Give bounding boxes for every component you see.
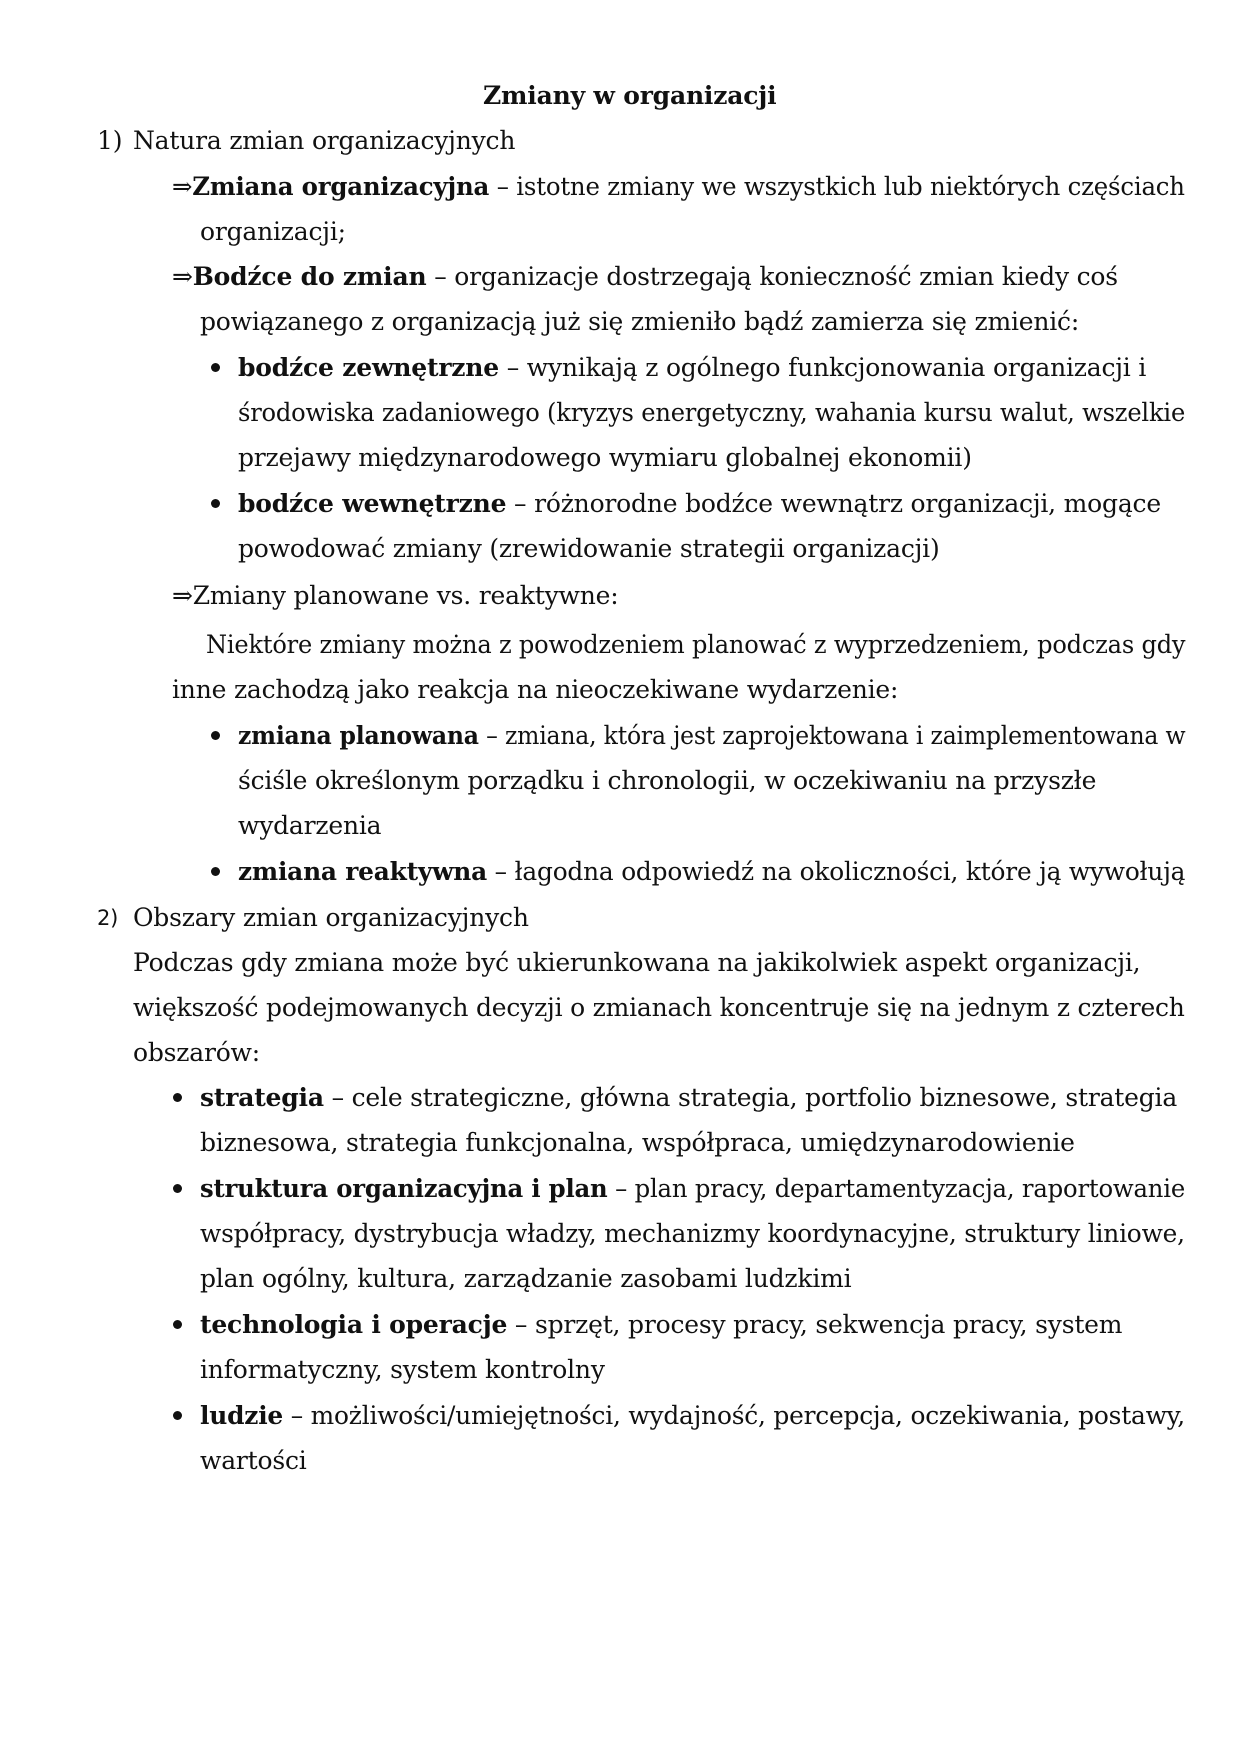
strategy-line-2: biznesowa, strategia funkcjonalna, współpraca, umiędzynarodowienie [200, 1128, 1075, 1157]
technology-line-1: technologia i operacje – sprzęt, procesy pracy, sekwencja pracy, system [200, 1310, 1123, 1339]
org-change-line-2: organizacji; [200, 217, 346, 246]
technology-line-2: informatyczny, system kontrolny [200, 1355, 605, 1384]
bullet-icon [211, 363, 220, 372]
internal-stimuli-line-2: powodować zmiany (zrewidowanie strategii organizacji) [238, 534, 940, 563]
internal-stimuli-term: bodźce wewnętrzne [238, 489, 507, 518]
technology-term: technologia i operacje [200, 1310, 508, 1339]
reactive-change-line-1: zmiana reaktywna – łagodna odpowiedź na okoliczności, które ją wywołują [238, 857, 1186, 886]
section-2-number: 2) [97, 906, 119, 930]
internal-stimuli-line-1: bodźce wewnętrzne – różnorodne bodźce wewnątrz organizacji, mogące [238, 489, 1161, 518]
people-term: ludzie [200, 1401, 284, 1430]
org-change-term: Zmiana organizacyjna [192, 172, 490, 201]
people-line-1: ludzie – możliwości/umiejętności, wydajność, percepcja, oczekiwania, postawy, [200, 1401, 1185, 1430]
external-stimuli-line-3: przejawy międzynarodowego wymiaru globalnej ekonomii) [238, 443, 972, 472]
external-stimuli-line-2: środowiska zadaniowego (kryzys energetyczny, wahania kursu walut, wszelkie [238, 398, 1186, 427]
planned-change-line-1: zmiana planowana – zmiana, która jest zaprojektowana i zaimplementowana w [238, 721, 1186, 750]
section-2-para-line-3: obszarów: [133, 1038, 260, 1067]
planned-change-line-2: ściśle określonym porządku i chronologii, w oczekiwaniu na przyszłe [238, 766, 1097, 795]
planned-vs-reactive-para-line-2: inne zachodzą jako reakcja na nieoczekiwane wydarzenie: [172, 675, 899, 704]
section-1-number: 1) [97, 126, 123, 155]
planned-vs-reactive-para-line-1: Niektóre zmiany można z powodzeniem planować z wyprzedzeniem, podczas gdy [206, 630, 1186, 659]
people-line-2: wartości [200, 1446, 307, 1475]
strategy-line-1: strategia – cele strategiczne, główna strategia, portfolio biznesowe, strategia [200, 1083, 1178, 1112]
bullet-icon [173, 1320, 182, 1329]
document-title: Zmiany w organizacji [483, 81, 777, 110]
planned-change-line-3: wydarzenia [238, 811, 382, 840]
section-2-para-line-2: większość podejmowanych decyzji o zmianach koncentruje się na jednym z czterech [133, 993, 1185, 1022]
structure-line-2: współpracy, dystrybucja władzy, mechanizmy koordynacyjne, struktury liniowe, [200, 1219, 1185, 1248]
arrow-icon: ⇒ [172, 581, 193, 610]
bullet-icon [173, 1093, 182, 1102]
planned-vs-reactive-heading: ⇒Zmiany planowane vs. reaktywne: [172, 581, 619, 610]
strategy-term: strategia [200, 1083, 324, 1112]
bullet-icon [211, 499, 220, 508]
external-stimuli-term: bodźce zewnętrzne [238, 353, 499, 382]
bullet-icon [173, 1184, 182, 1193]
bullet-icon [173, 1411, 182, 1420]
bullet-icon [211, 731, 220, 740]
section-1-heading: Natura zmian organizacyjnych [133, 126, 516, 155]
arrow-icon: ⇒ [172, 262, 193, 291]
structure-line-1: struktura organizacyjna i plan – plan pracy, departamentyzacja, raportowanie [200, 1174, 1186, 1203]
structure-line-3: plan ogólny, kultura, zarządzanie zasobami ludzkimi [200, 1264, 852, 1293]
bullet-icon [211, 867, 220, 876]
reactive-change-term: zmiana reaktywna [238, 857, 487, 886]
external-stimuli-line-1: bodźce zewnętrzne – wynikają z ogólnego funkcjonowania organizacji i [238, 353, 1147, 382]
arrow-icon: ⇒ [172, 172, 193, 201]
planned-change-term: zmiana planowana [238, 721, 479, 750]
structure-term: struktura organizacyjna i plan [200, 1174, 608, 1203]
stimuli-line-1: ⇒Bodźce do zmian – organizacje dostrzegają konieczność zmian kiedy coś [172, 262, 1118, 291]
stimuli-term: Bodźce do zmian [192, 262, 427, 291]
section-2-heading: Obszary zmian organizacyjnych [133, 903, 529, 932]
section-2-para-line-1: Podczas gdy zmiana może być ukierunkowana na jakikolwiek aspekt organizacji, [133, 948, 1141, 977]
org-change-line-1: ⇒Zmiana organizacyjna – istotne zmiany we wszystkich lub niektórych częściach [172, 172, 1185, 201]
stimuli-line-2: powiązanego z organizacją już się zmieniło bądź zamierza się zmienić: [200, 307, 1080, 336]
